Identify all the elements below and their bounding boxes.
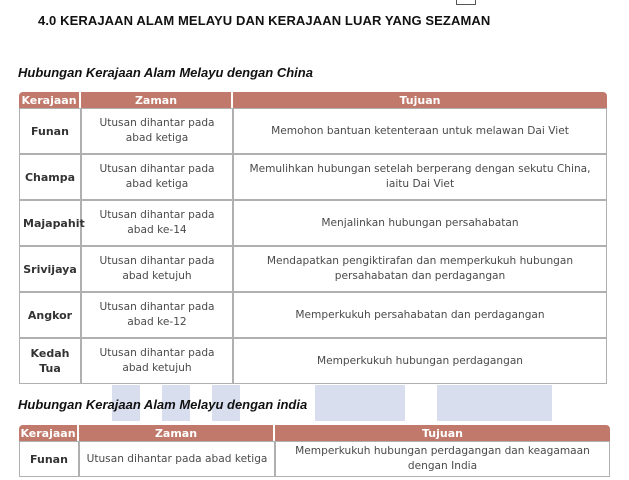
zaman-cell: Utusan dihantar pada abad ketujuh: [81, 338, 233, 384]
kerajaan-cell: Srivijaya: [19, 246, 81, 292]
page-top-mark: [456, 0, 476, 5]
zaman-cell: Utusan dihantar pada abad ketiga: [81, 108, 233, 154]
table-row: [19, 246, 607, 292]
kerajaan-cell: Angkor: [19, 292, 81, 338]
header-kerajaan: Kerajaan: [19, 92, 81, 108]
table-row: [19, 154, 607, 200]
table-row: [19, 200, 607, 246]
tujuan-cell: Menjalinkan hubungan persahabatan: [233, 200, 607, 246]
table-header-row: [19, 425, 610, 441]
header-kerajaan: Kerajaan: [19, 425, 79, 441]
china-relations-table: [19, 92, 607, 384]
china-subheading: Hubungan Kerajaan Alam Melayu dengan China: [18, 65, 313, 80]
kerajaan-cell: Majapahit: [19, 200, 81, 246]
kerajaan-cell: Kedah Tua: [19, 338, 81, 384]
india-relations-table: [19, 425, 610, 477]
header-zaman: Zaman: [79, 425, 275, 441]
zaman-cell: Utusan dihantar pada abad ke-14: [81, 200, 233, 246]
header-tujuan: Tujuan: [233, 92, 607, 108]
tujuan-cell: Memperkukuh persahabatan dan perdagangan: [233, 292, 607, 338]
table-row: [19, 292, 607, 338]
tujuan-cell: Mendapatkan pengiktirafan dan memperkukuh hubungan persahabatan dan perdagangan: [233, 246, 607, 292]
india-subheading: Hubungan Kerajaan Alam Melayu dengan india: [18, 397, 308, 412]
tujuan-cell: Memperkukuh hubungan perdagangan: [233, 338, 607, 384]
section-title: 4.0 KERAJAAN ALAM MELAYU DAN KERAJAAN LUAR YANG SEZAMAN: [38, 13, 491, 28]
tujuan-cell: Memperkukuh hubungan perdagangan dan keagamaan dengan India: [275, 441, 610, 477]
tujuan-cell: Memulihkan hubungan setelah berperang dengan sekutu China, iaitu Dai Viet: [233, 154, 607, 200]
table-row: [19, 108, 607, 154]
kerajaan-cell: Funan: [19, 108, 81, 154]
zaman-cell: Utusan dihantar pada abad ke-12: [81, 292, 233, 338]
watermark-block: [437, 385, 552, 421]
watermark-block: [315, 385, 405, 421]
table-header-row: [19, 92, 607, 108]
table-row: [19, 441, 610, 477]
header-tujuan: Tujuan: [275, 425, 610, 441]
kerajaan-cell: Funan: [19, 441, 79, 477]
zaman-cell: Utusan dihantar pada abad ketiga: [79, 441, 275, 477]
tujuan-cell: Memohon bantuan ketenteraan untuk melawan Dai Viet: [233, 108, 607, 154]
table-row: [19, 338, 607, 384]
zaman-cell: Utusan dihantar pada abad ketujuh: [81, 246, 233, 292]
zaman-cell: Utusan dihantar pada abad ketiga: [81, 154, 233, 200]
kerajaan-cell: Champa: [19, 154, 81, 200]
header-zaman: Zaman: [81, 92, 233, 108]
